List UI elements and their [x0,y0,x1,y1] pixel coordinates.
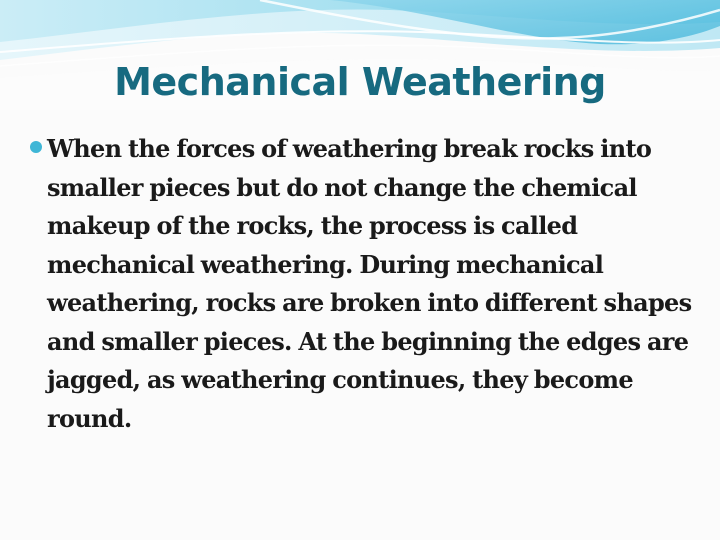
slide-title: Mechanical Weathering [114,60,606,104]
bullet-icon [30,141,42,153]
bullet-item [30,130,700,438]
bullet-text: When the forces of weathering break rocks into smaller pieces but do not change the chemical makeup of the rocks, the process is called mechanical weathering. During mechanical weathering, rocks are broken into different shapes and smaller pieces. At the beginning the edges are jagged, as weathering continues, they become round. [47,134,692,433]
bullet-list [30,130,700,438]
